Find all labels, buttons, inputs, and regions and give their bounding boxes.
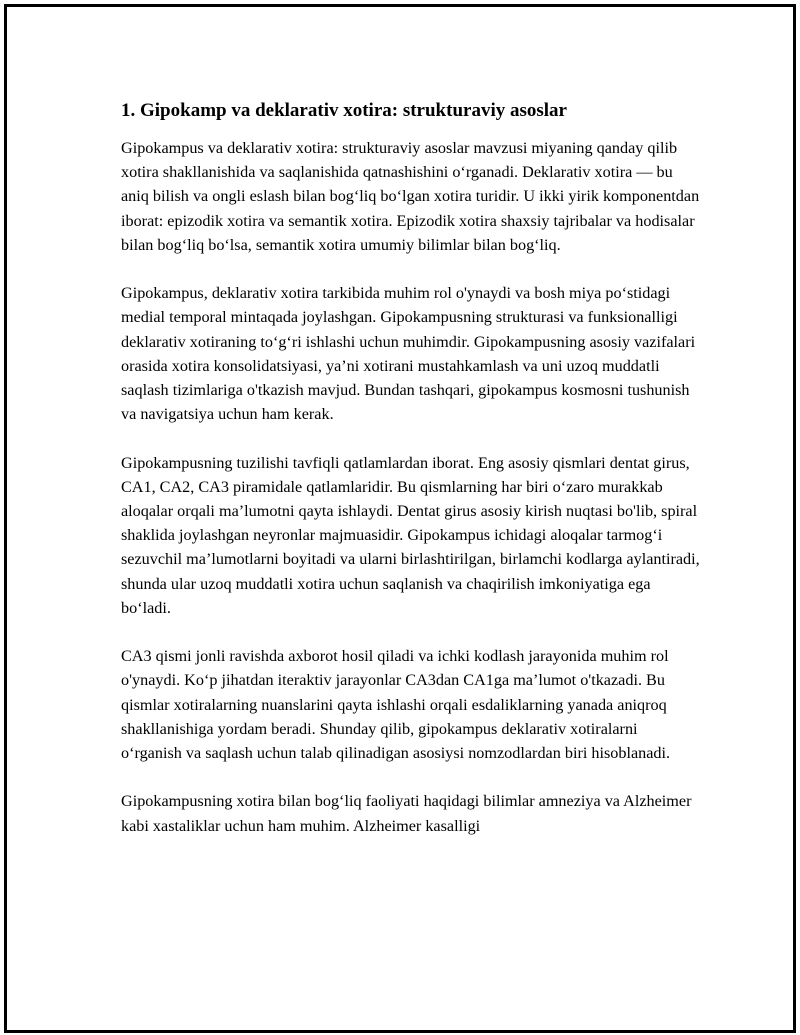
- paragraph: Gipokampus va deklarativ xotira: strukturaviy asoslar mavzusi miyaning qanday qilib xotira shakllanishida va saqlanishida qatnashishini o‘rganadi. Deklarativ xotira — bu aniq bilish va ongli eslash bilan bog‘liq bo‘lgan xotira turidir. U ikki yirik komponentdan iborat: epizodik xotira va semantik xotira. Epizodik xotira shaxsiy tajribalar va hodisalar bilan bog‘liq bo‘lsa, semantik xotira umumiy bilimlar bilan bog‘liq.: [121, 139, 700, 254]
- paragraph: Gipokampusning tuzilishi tavfiqli qatlamlardan iborat. Eng asosiy qismlari dentat girus, CA1, CA2, CA3 piramidale qatlamlaridir. Bu qismlarning har biri o‘zaro murakkab aloqalar orqali ma’lumotni qayta ishlaydi. Dentat girus asosiy kirish nuqtasi bo'lib, spiral shaklida joylashgan neyronlar majmuasidir. Gipokampus ichidagi aloqalar tarmog‘i sezuvchil ma’lumotlarni boyitadi va ularni birlashtirilgan, birlamchi kodlarga aylantiradi, shunda ular uzoq muddatli xotira uchun saqlanish va chaqirilish imkoniyatiga ega bo‘ladi.: [121, 453, 700, 617]
- section-heading: 1. Gipokamp va deklarativ xotira: strukturaviy asoslar: [121, 100, 567, 121]
- paragraph: Gipokampus, deklarativ xotira tarkibida muhim rol o'ynaydi va bosh miya po‘stidagi medial temporal mintaqada joylashgan. Gipokampusning strukturasi va funksionalligi deklarativ xotiraning to‘g‘ri ishlashi uchun muhimdir. Gipokampusning asosiy vazifalari orasida xotira konsolidatsiyasi, ya’ni xotirani mustahkamlash va uni uzoq muddatli saqlash tizimlariga o'tkazish mavjud. Bundan tashqari, gipokampus kosmosni tushunish va navigatsiya uchun ham kerak.: [121, 284, 696, 424]
- document-body: [121, 99, 701, 862]
- paragraph: Gipokampusning xotira bilan bog‘liq faoliyati haqidagi bilimlar amneziya va Alzheimer kabi xastaliklar uchun ham muhim. Alzheimer kasalligi: [121, 792, 692, 835]
- page-frame: [4, 4, 796, 1033]
- paragraph: CA3 qismi jonli ravishda axborot hosil qiladi va ichki kodlash jarayonida muhim rol o'ynaydi. Ko‘p jihatdan iteraktiv jarayonlar CA3dan CA1ga ma’lumot o'tkazadi. Bu qismlar xotiralarning nuanslarini qayta ishlashi orqali esdaliklarning yanada aniqroq shakllanishiga yordam beradi. Shunday qilib, gipokampus deklarativ xotiralarni o‘rganish va saqlash uchun talab qilinadigan asosiysi nomzodlardan biri hisoblanadi.: [121, 647, 671, 763]
